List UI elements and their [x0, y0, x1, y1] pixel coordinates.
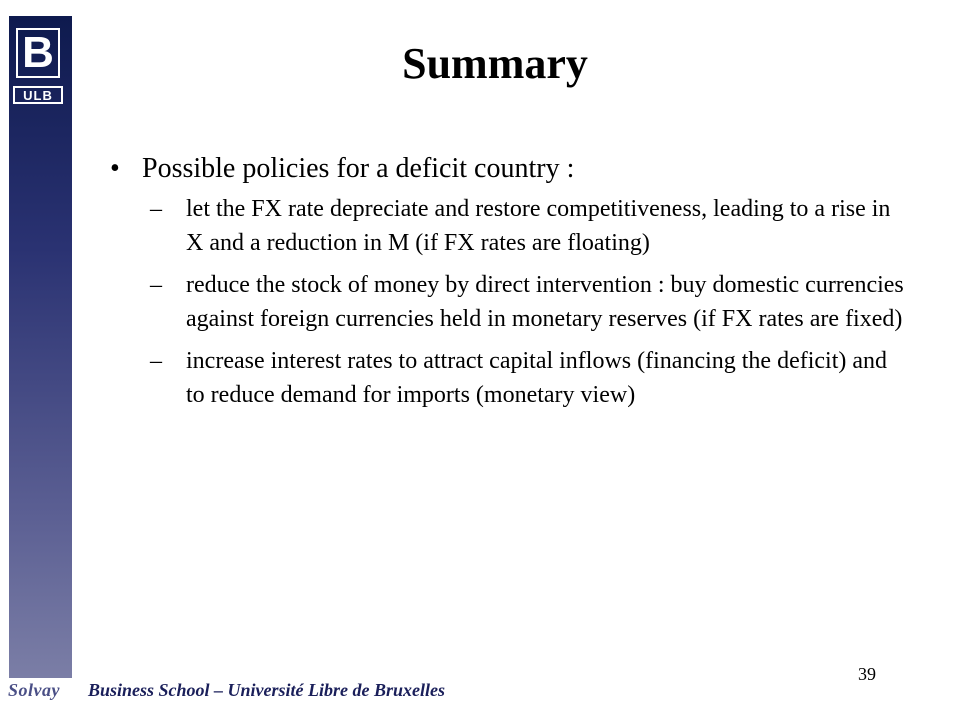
sub-bullet	[150, 344, 910, 412]
page-number: 39	[858, 664, 876, 684]
sub-bullet	[150, 268, 910, 336]
logo-ulb	[13, 86, 63, 104]
sub-bullet-marker: –	[150, 196, 162, 222]
bullet-marker: •	[110, 153, 120, 184]
sub-bullet-text: let the FX rate depreciate and restore competitiveness, leading to a rise in X and a reduction in M (if FX rates are floating)	[186, 196, 891, 256]
footer-school-name: Business School – Université Libre de Bruxelles	[88, 680, 446, 700]
footer-solvay: Solvay	[8, 680, 60, 700]
slide-title: Summary	[402, 39, 588, 88]
main-bullet-text: Possible policies for a deficit country :	[142, 153, 575, 184]
sub-bullet-text: increase interest rates to attract capital inflows (financing the deficit) and to reduce demand for imports (monetary view)	[186, 348, 888, 408]
slide-content	[110, 150, 910, 420]
sub-bullet-marker: –	[150, 272, 162, 298]
logo-letter: B	[22, 28, 54, 77]
sub-bullet-text: reduce the stock of money by direct intervention : buy domestic currencies against foreign currencies held in monetary reserves (if FX rates are fixed)	[186, 272, 904, 332]
sub-bullet	[150, 192, 910, 260]
logo-text: ULB	[23, 87, 53, 103]
sub-bullet-marker: –	[150, 348, 162, 374]
sidebar-band	[9, 16, 72, 678]
main-bullet	[110, 150, 910, 188]
